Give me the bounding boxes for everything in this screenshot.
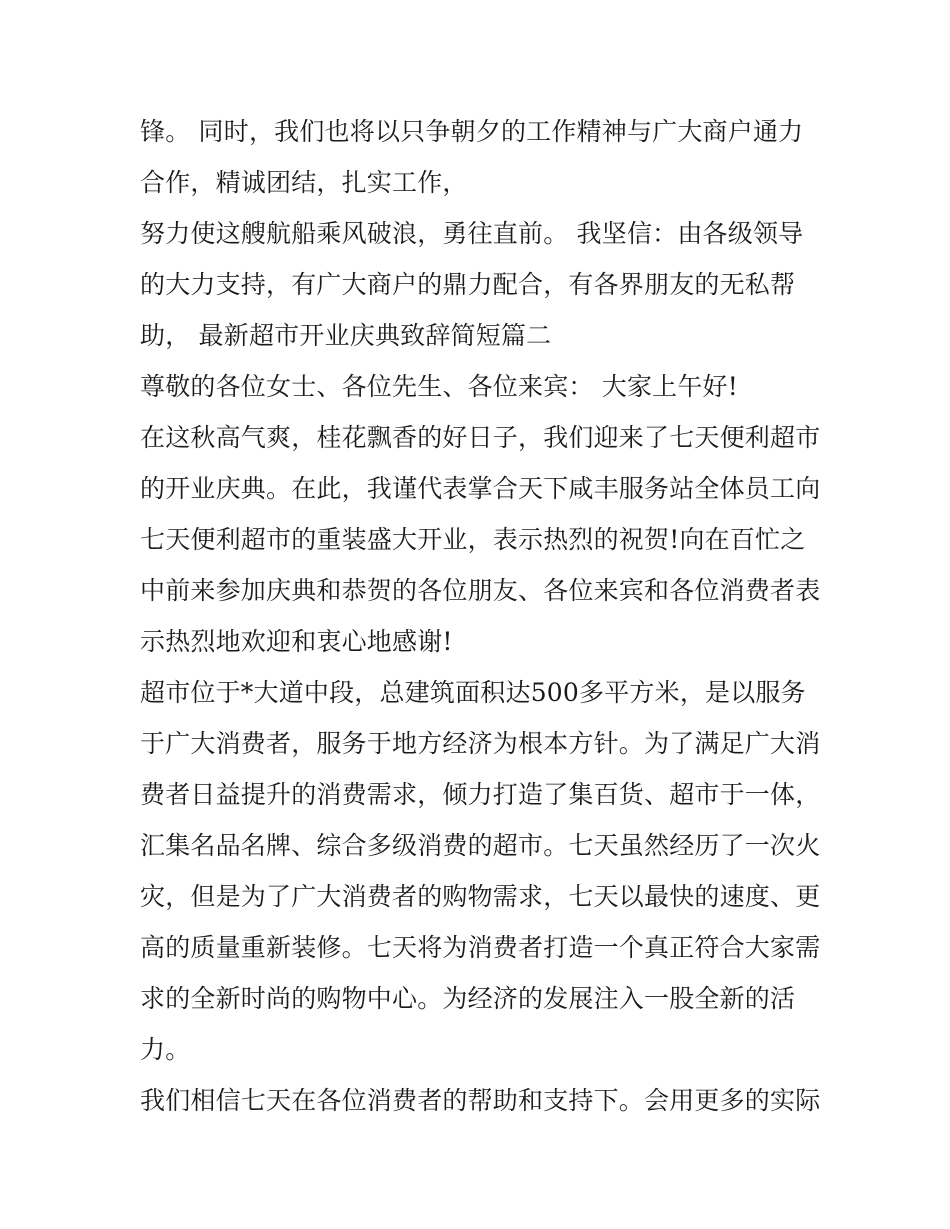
text-line: 努力使这艘航船乘风破浪，勇往直前。 我坚信：由各级领导 xyxy=(140,219,804,248)
text-line: 七天便利超市的重装盛大开业，表示热烈的祝贺!向在百忙之 xyxy=(140,525,806,554)
text-line: 汇集名品名牌、综合多级消费的超市。七天虽然经历了一次火 xyxy=(140,831,821,860)
document-body xyxy=(140,106,820,1126)
text-line: 于广大消费者，服务于地方经济为根本方针。为了满足广大消 xyxy=(140,729,821,758)
text-line: 尊敬的各位女士、各位先生、各位来宾： 大家上午好! xyxy=(140,372,738,401)
text-line: 超市位于*大道中段，总建筑面积达500多平方米，是以服务 xyxy=(140,678,806,707)
text-line: 的开业庆典。在此，我谨代表掌合天下咸丰服务站全体员工向 xyxy=(140,474,821,503)
text-line: 锋。 同时，我们也将以只争朝夕的工作精神与广大商户通力 xyxy=(140,117,804,146)
text-line: 力。 xyxy=(140,1035,191,1064)
text-line: 合作，精诚团结，扎实工作， xyxy=(140,168,468,197)
text-line: 灾，但是为了广大消费者的购物需求，七天以最快的速度、更 xyxy=(140,882,821,911)
text-line: 求的全新时尚的购物中心。为经济的发展注入一股全新的活 xyxy=(140,984,796,1013)
text-line: 费者日益提升的消费需求，倾力打造了集百货、超市于一体， xyxy=(140,780,821,809)
text-line: 助， 最新超市开业庆典致辞简短篇二 xyxy=(140,321,552,350)
text-line: 中前来参加庆典和恭贺的各位朋友、各位来宾和各位消费者表 xyxy=(140,576,821,605)
text-line: 高的质量重新装修。七天将为消费者打造一个真正符合大家需 xyxy=(140,933,821,962)
text-line: 示热烈地欢迎和衷心地感谢! xyxy=(140,627,453,656)
text-line: 我们相信七天在各位消费者的帮助和支持下。会用更多的实际 xyxy=(140,1086,821,1115)
text-line: 的大力支持，有广大商户的鼎力配合，有各界朋友的无私帮 xyxy=(140,270,796,299)
text-line: 在这秋高气爽，桂花飘香的好日子，我们迎来了七天便利超市 xyxy=(140,423,821,452)
